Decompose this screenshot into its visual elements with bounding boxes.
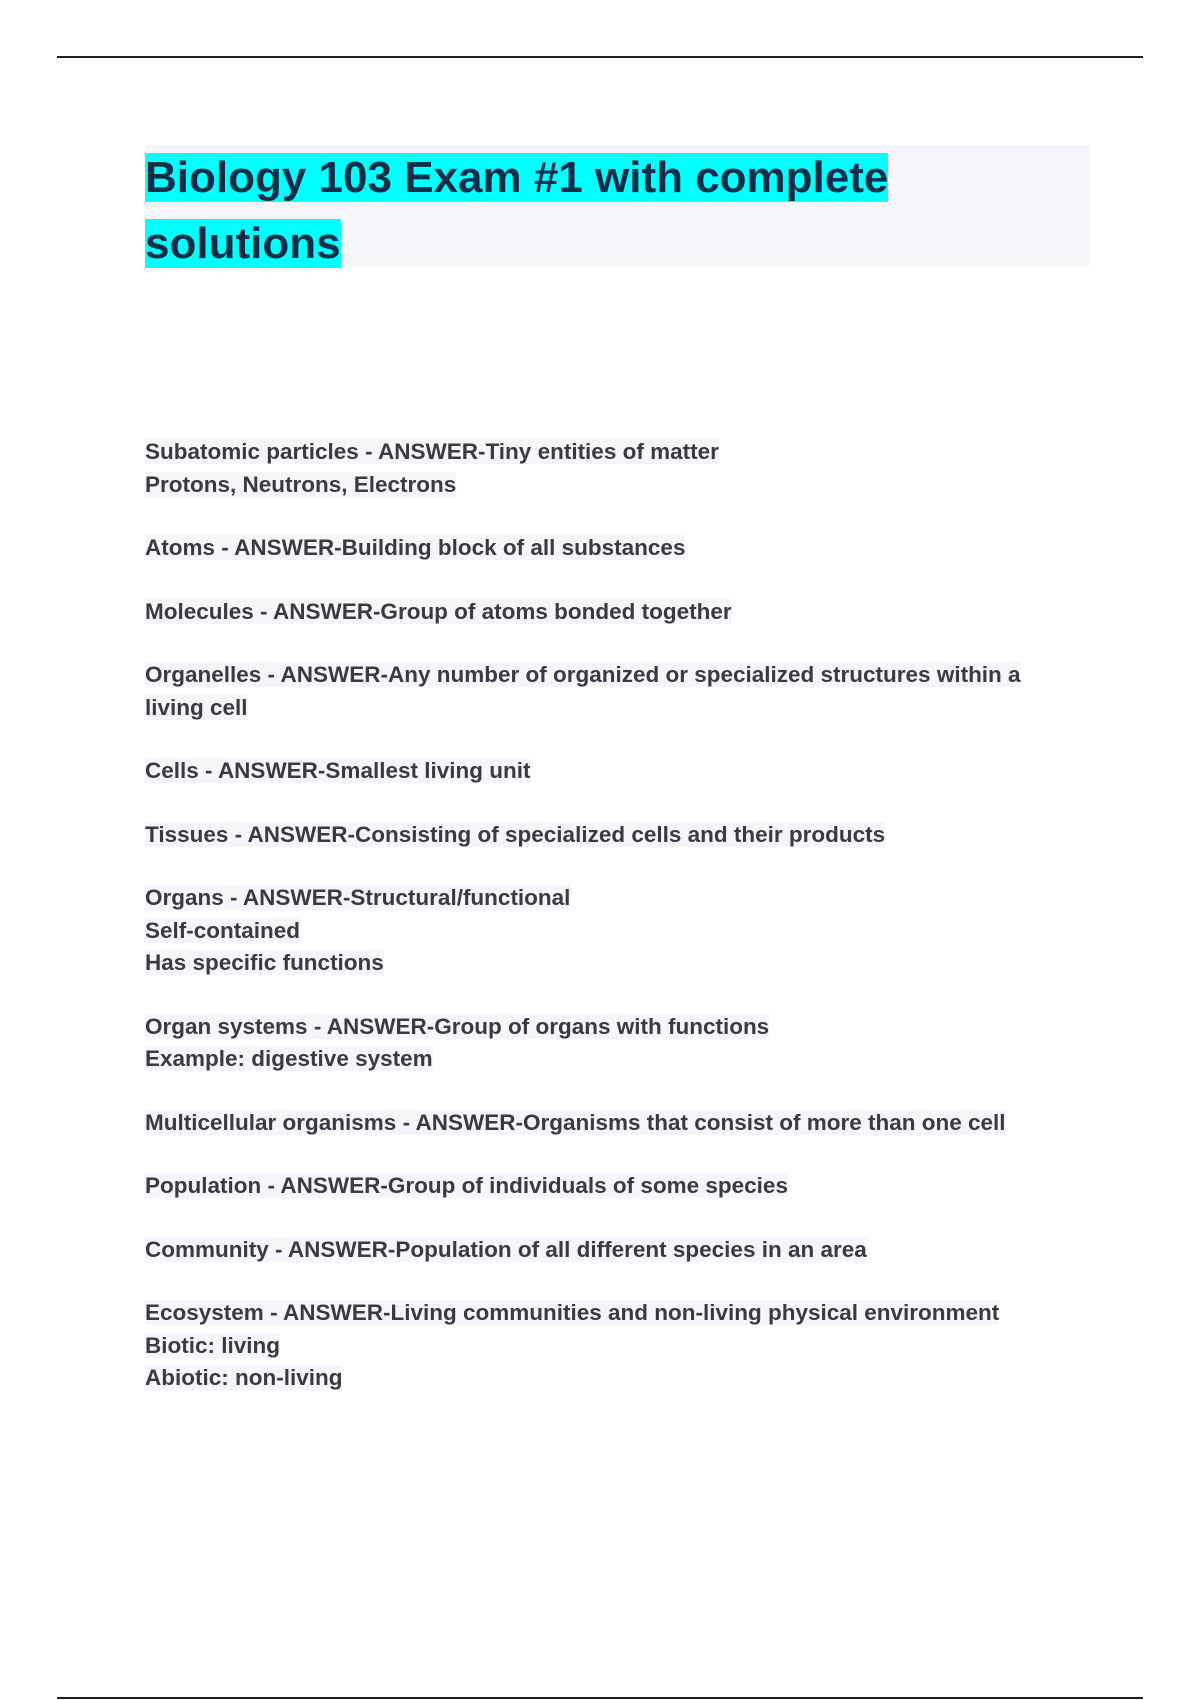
qa-text: Has specific functions [145, 950, 384, 975]
qa-term-answer [145, 819, 1105, 852]
qa-text: living cell [145, 694, 248, 720]
qa-term-answer [145, 596, 1105, 629]
qa-entry [145, 1011, 1105, 1076]
qa-entry [145, 755, 1105, 788]
qa-text: Population - ANSWER-Group of individuals of some species [145, 1173, 788, 1198]
title-line: Biology 103 Exam #1 with complete [145, 153, 889, 202]
qa-entry [145, 596, 1105, 629]
qa-term-answer [145, 659, 1105, 692]
qa-entry [145, 1107, 1105, 1140]
qa-entry [145, 1234, 1105, 1267]
qa-term-answer [145, 1297, 1105, 1330]
qa-detail-line [145, 915, 1105, 948]
qa-term-answer [145, 882, 1105, 915]
top-rule [57, 56, 1143, 58]
qa-term-answer [145, 1170, 1105, 1203]
qa-text: Molecules - ANSWER-Group of atoms bonded together [145, 598, 732, 624]
qa-detail-line [145, 1043, 1105, 1076]
qa-term-answer [145, 755, 1105, 788]
qa-entry [145, 532, 1105, 565]
qa-entry [145, 1170, 1105, 1203]
qa-term-answer [145, 1107, 1105, 1140]
qa-text: Self-contained [145, 917, 301, 943]
qa-text: Abiotic: non-living [145, 1365, 343, 1390]
qa-term-answer [145, 1234, 1105, 1267]
qa-entry [145, 1297, 1105, 1395]
qa-detail-line [145, 1362, 1105, 1395]
qa-text: Ecosystem - ANSWER-Living communities and non-living physical environment [145, 1300, 1000, 1325]
qa-term-answer [145, 1011, 1105, 1044]
qa-entry [145, 819, 1105, 852]
qa-text: Cells - ANSWER-Smallest living unit [145, 758, 531, 783]
qa-list [145, 436, 1105, 1426]
qa-detail-line [145, 1330, 1105, 1363]
qa-text: Subatomic particles - ANSWER-Tiny entities of matter [145, 439, 719, 464]
page-title [145, 145, 1090, 277]
title-block [145, 145, 1090, 266]
qa-text: Organs - ANSWER-Structural/functional [145, 885, 571, 910]
qa-detail-line [145, 947, 1105, 980]
qa-text: Organelles - ANSWER-Any number of organized or specialized structures within a [145, 662, 1021, 687]
qa-detail-line [145, 469, 1105, 502]
qa-text: Protons, Neutrons, Electrons [145, 471, 457, 497]
qa-detail-line [145, 692, 1105, 725]
qa-entry [145, 882, 1105, 980]
qa-text: Community - ANSWER-Population of all different species in an area [145, 1236, 867, 1262]
qa-term-answer [145, 532, 1105, 565]
qa-text: Multicellular organisms - ANSWER-Organisms that consist of more than one cell [145, 1109, 1006, 1135]
qa-text: Example: digestive system [145, 1046, 433, 1071]
qa-entry [145, 436, 1105, 501]
qa-term-answer [145, 436, 1105, 469]
bottom-rule [57, 1697, 1143, 1699]
title-line: solutions [145, 219, 341, 268]
qa-text: Organ systems - ANSWER-Group of organs with functions [145, 1013, 770, 1039]
qa-text: Tissues - ANSWER-Consisting of specialized cells and their products [145, 821, 886, 847]
qa-text: Biotic: living [145, 1332, 280, 1358]
qa-entry [145, 659, 1105, 724]
qa-text: Atoms - ANSWER-Building block of all substances [145, 535, 686, 560]
